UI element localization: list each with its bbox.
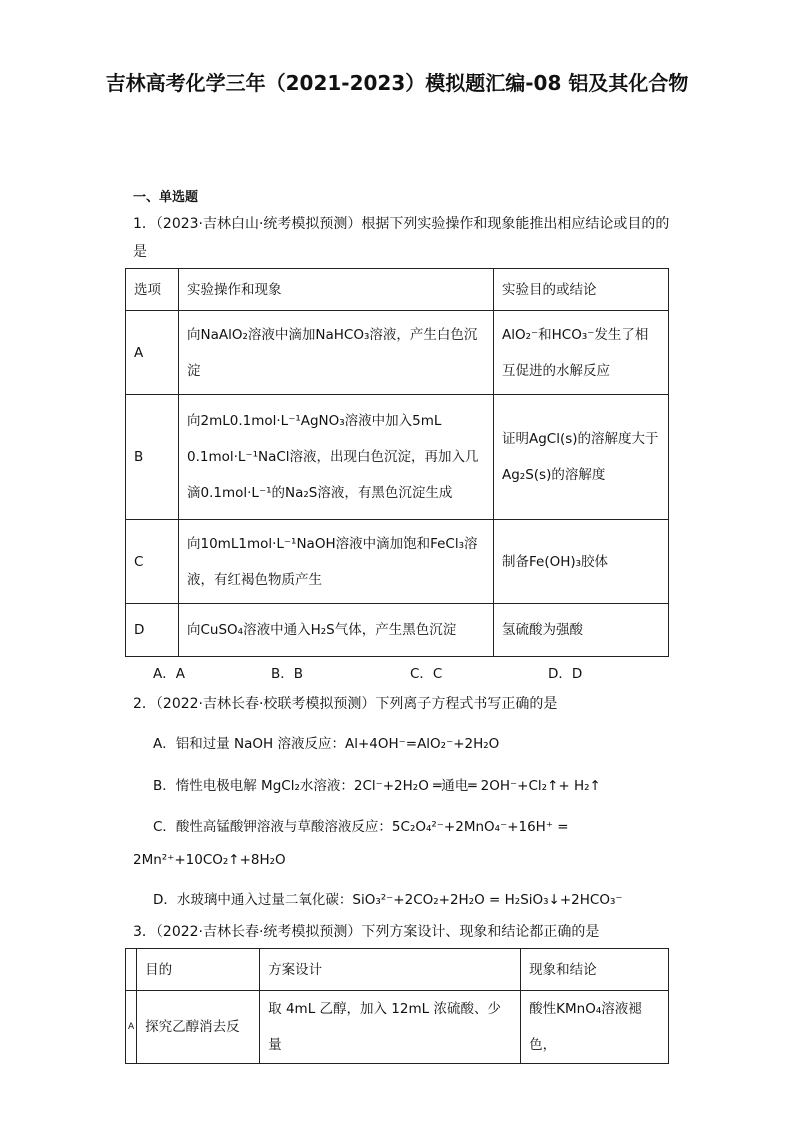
- table-cell: A: [126, 991, 137, 1064]
- choice-d[interactable]: D．水玻璃中通入过量二氧化碳：SiO₃²⁻+2CO₂+2H₂O = H₂SiO₃↓+2HCO₃⁻: [153, 892, 623, 908]
- choice-b[interactable]: B．B: [271, 666, 304, 682]
- choice-d[interactable]: D．D: [548, 666, 583, 682]
- table-cell: A: [126, 311, 179, 395]
- table-header: [126, 949, 137, 991]
- page-title: 吉林高考化学三年（2021-2023）模拟题汇编-08 铝及其化合物: [105, 71, 689, 95]
- table-cell: 取 4mL 乙醇，加入 12mL 浓硫酸、少量: [260, 991, 521, 1064]
- table-cell: AlO₂⁻和HCO₃⁻发生了相互促进的水解反应: [494, 311, 669, 395]
- table-cell: 向NaAlO₂溶液中滴加NaHCO₃溶液，产生白色沉淀: [179, 311, 494, 395]
- table-cell: 向CuSO₄溶液中通入H₂S气体，产生黑色沉淀: [179, 604, 494, 657]
- table-cell: 制备Fe(OH)₃胶体: [494, 520, 669, 604]
- table-cell: 酸性KMnO₄溶液褪色，: [521, 991, 669, 1064]
- table-cell: 向10mL1mol·L⁻¹NaOH溶液中滴加饱和FeCl₃溶液，有红褐色物质产生: [179, 520, 494, 604]
- choice-a[interactable]: A．铝和过量 NaOH 溶液反应：Al+4OH⁻=AlO₂⁻+2H₂O: [153, 736, 500, 752]
- choice-c[interactable]: C．C: [410, 666, 443, 682]
- question-1-table: [125, 268, 669, 657]
- question-2-stem: 2．（2022·吉林长春·校联考模拟预测）下列离子方程式书写正确的是: [133, 696, 558, 712]
- table-cell: 氢硫酸为强酸: [494, 604, 669, 657]
- table-header: 目的: [137, 949, 260, 991]
- question-3-table: [125, 948, 669, 1064]
- table-header: 现象和结论: [521, 949, 669, 991]
- choice-b[interactable]: B．惰性电极电解 MgCl₂水溶液：2Cl⁻+2H₂O ═通电═ 2OH⁻+Cl₂↑+ H₂↑: [153, 778, 601, 794]
- table-header: 方案设计: [260, 949, 521, 991]
- section-heading: 一、单选题: [133, 190, 199, 205]
- table-cell: 证明AgCl(s)的溶解度大于Ag₂S(s)的溶解度: [494, 395, 669, 520]
- table-header: 选项: [126, 269, 179, 311]
- table-header: 实验操作和现象: [179, 269, 494, 311]
- table-cell: D: [126, 604, 179, 657]
- question-3-stem: 3．（2022·吉林长春·统考模拟预测）下列方案设计、现象和结论都正确的是: [133, 924, 600, 940]
- question-1-stem: 1．（2023·吉林白山·统考模拟预测）根据下列实验操作和现象能推出相应结论或目的的是: [133, 216, 670, 260]
- choice-a[interactable]: A．A: [153, 666, 185, 682]
- table-cell: C: [126, 520, 179, 604]
- table-cell: 探究乙醇消去反: [137, 991, 260, 1064]
- choice-c-continued: 2Mn²⁺+10CO₂↑+8H₂O: [133, 852, 286, 868]
- table-cell: B: [126, 395, 179, 520]
- table-header: 实验目的或结论: [494, 269, 669, 311]
- table-cell: 向2mL0.1mol·L⁻¹AgNO₃溶液中加入5mL 0.1mol·L⁻¹NaCl溶液，出现白色沉淀，再加入几滴0.1mol·L⁻¹的Na₂S溶液，有黑色沉淀生成: [179, 395, 494, 520]
- choice-c[interactable]: C．酸性高锰酸钾溶液与草酸溶液反应：5C₂O₄²⁻+2MnO₄⁻+16H⁺ =: [153, 819, 569, 835]
